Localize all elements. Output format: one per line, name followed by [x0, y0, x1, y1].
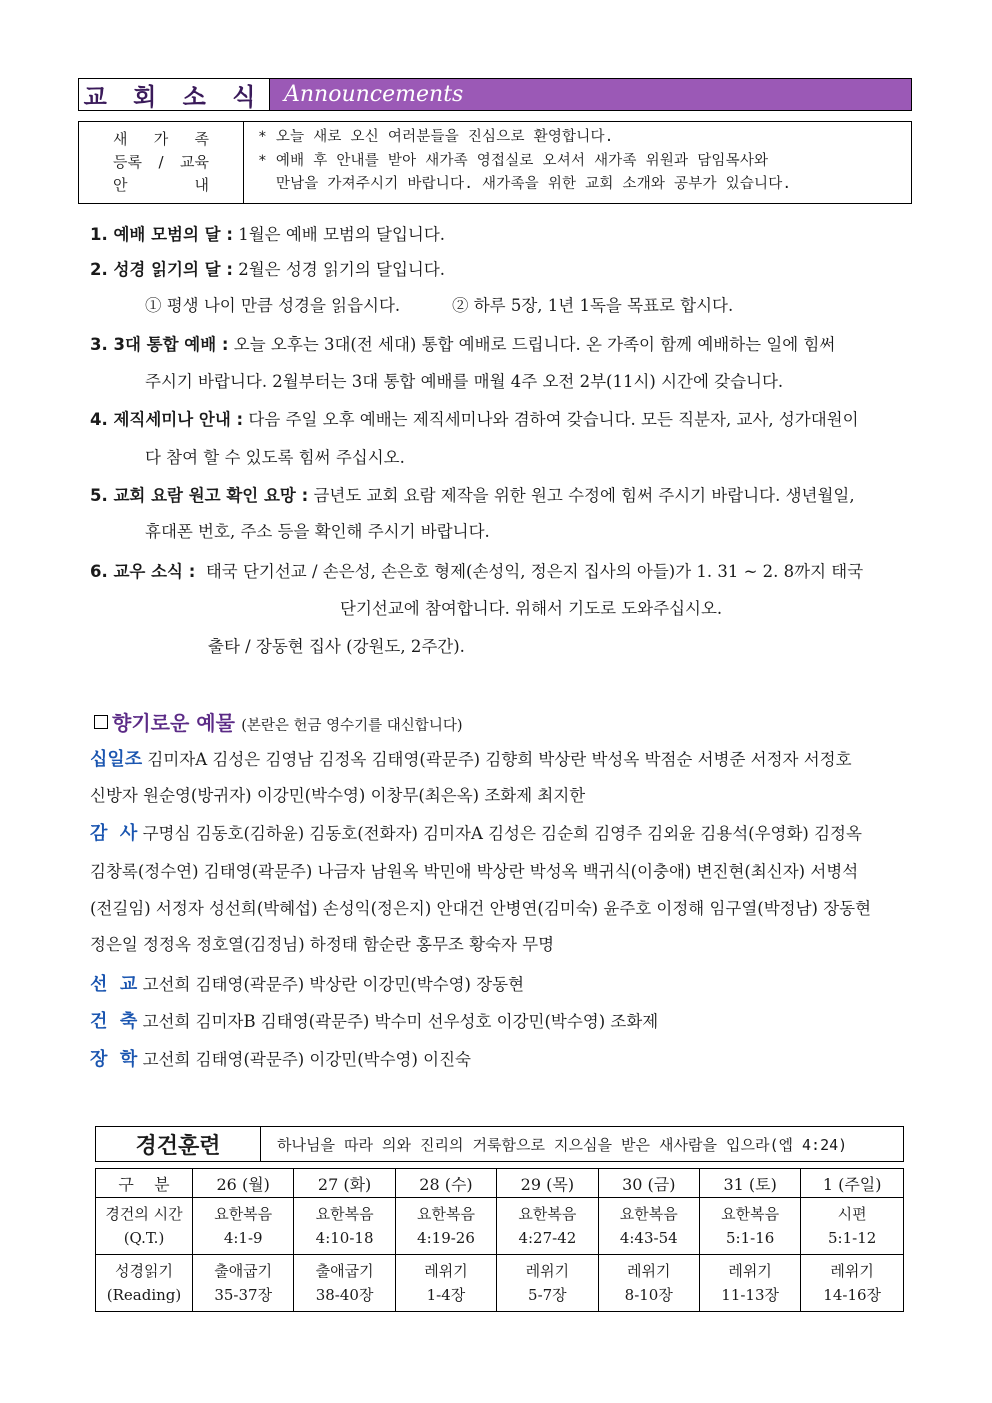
announcement-item-2: 2. 성경 읽기의 달 : 2월은 성경 읽기의 달입니다.: [90, 260, 446, 279]
column-header: 30 (금): [598, 1169, 699, 1198]
offering-title: 향기로운 예물: [112, 711, 235, 735]
offering-category: 건 축: [90, 1011, 138, 1032]
announcements-header: [78, 78, 912, 111]
newcomer-notice-box: [78, 121, 912, 204]
newcomer-line: 만남을 가져주시기 바랍니다. 새가족을 위한 교회 소개와 공부가 있습니다.: [258, 176, 792, 192]
table-cell: 요한복음 4:27-42: [497, 1198, 598, 1255]
column-header: 26 (월): [193, 1169, 294, 1198]
announcement-item-4: 4. 제직세미나 안내 : 다음 주일 오후 예배는 제직세미나와 겸하여 갖습니다. 모든 직분자, 교사, 성가대원이: [90, 410, 859, 429]
table-cell: 요한복음 4:43-54: [598, 1198, 699, 1255]
devotion-verse: 하나님을 따라 의와 진리의 거룩함으로 지으심을 받은 새사람을 입으라(엡 4:24): [277, 1135, 848, 1154]
column-header: 29 (목): [497, 1169, 598, 1198]
checkbox-square-icon: [94, 715, 108, 729]
offering-line: 건 축 고선희 김미자B 김태영(곽문주) 박수미 선우성호 이강민(박수영) 조화제: [90, 1011, 659, 1032]
newcomer-line: * 오늘 새로 오신 여러분들을 진심으로 환영합니다.: [258, 129, 614, 145]
table-header-row: [96, 1169, 904, 1198]
offering-line: 선 교 고선희 김태영(곽문주) 박상란 이강민(박수영) 장동현: [90, 974, 525, 995]
announcement-item-3-cont: 주시기 바랍니다. 2월부터는 3대 통합 예배를 매월 4주 오전 2부(11시) 시간에 갖습니다.: [145, 372, 784, 391]
header-title-korean: 교 회 소 식: [79, 79, 270, 110]
bible-reading-goal-1: ① 평생 나이 만큼 성경을 읽읍시다.: [145, 296, 401, 315]
table-cell: 레위기 14-16장: [801, 1255, 904, 1312]
devotion-schedule-table: [95, 1168, 904, 1312]
offering-category: 선 교: [90, 974, 138, 995]
table-row: [96, 1255, 904, 1312]
announcement-item-3: 3. 3대 통합 예배 : 오늘 오후는 3대(전 세대) 통합 예배로 드립니다. 온 가족이 함께 예배하는 일에 힘써: [90, 335, 836, 354]
offering-line: 김창록(정수연) 김태영(곽문주) 나금자 남원옥 박민애 박상란 박성옥 백귀식(이충애) 변진현(최신자) 서병석: [90, 862, 859, 881]
row-label: 성경읽기 (Reading): [96, 1255, 193, 1312]
table-cell: 출애굽기 35-37장: [193, 1255, 294, 1312]
table-cell: 레위기 1-4장: [395, 1255, 496, 1312]
table-cell: 요한복음 4:10-18: [294, 1198, 395, 1255]
table-cell: 레위기 11-13장: [699, 1255, 800, 1312]
announcement-item-6: 6. 교우 소식 : 태국 단기선교 / 손은성, 손은호 형제(손성익, 정은지 집사의 아들)가 1. 31 ~ 2. 8까지 태국: [90, 562, 864, 581]
column-header: 31 (토): [699, 1169, 800, 1198]
offering-line: 신방자 원순영(방귀자) 이강민(박수영) 이창무(최은옥) 조화제 최지한: [90, 786, 586, 805]
announcement-item-1: 1. 예배 모범의 달 : 1월은 예배 모범의 달입니다.: [90, 225, 446, 244]
table-cell: 요한복음 4:1-9: [193, 1198, 294, 1255]
offering-subtitle: (본란은 헌금 영수기를 대신합니다): [241, 718, 463, 734]
table-cell: 출애굽기 38-40장: [294, 1255, 395, 1312]
offering-line: 장 학 고선희 김태영(곽문주) 이강민(박수영) 이진숙: [90, 1049, 471, 1070]
offering-heading: [94, 707, 463, 736]
offering-line: 십일조 김미자A 김성은 김영남 김정옥 김태영(곽문주) 김향희 박상란 박성옥 박점순 서병준 서정자 서정호: [90, 749, 852, 770]
newcomer-label: [79, 122, 244, 203]
offering-line: 감 사 구명심 김동호(김하윤) 김동호(전화자) 김미자A 김성은 김순희 김영주 김외윤 김용석(우영화) 김정옥: [90, 823, 862, 844]
offering-line: (전길임) 서정자 성선희(박혜섭) 손성익(정은지) 안대건 안병연(김미숙) 윤주호 이정해 임구열(박정남) 장동현: [90, 899, 872, 918]
devotion-header: [95, 1126, 904, 1162]
label-line-3: 안 내: [113, 176, 209, 194]
label-line-1: 새 가 족: [113, 130, 209, 148]
table-cell: 레위기 8-10장: [598, 1255, 699, 1312]
offering-line: 정은일 정정옥 정호열(김정님) 하정태 함순란 홍무조 황숙자 무명: [90, 935, 555, 954]
table-row: [96, 1198, 904, 1255]
announcement-item-5: 5. 교회 요람 원고 확인 요망 : 금년도 교회 요람 제작을 위한 원고 수정에 힘써 주시기 바랍니다. 생년월일,: [90, 486, 855, 505]
announcement-item-6-cont: 단기선교에 참여합니다. 위해서 기도로 도와주십시오.: [340, 599, 723, 618]
devotion-title: 경건훈련: [96, 1127, 261, 1161]
bible-reading-goal-2: ② 하루 5장, 1년 1독을 목표로 합시다.: [452, 296, 734, 315]
column-header: 구 분: [96, 1169, 193, 1198]
table-cell: 요한복음 4:19-26: [395, 1198, 496, 1255]
offering-category: 장 학: [90, 1049, 138, 1070]
column-header: 28 (수): [395, 1169, 496, 1198]
offering-category: 십일조: [90, 749, 143, 770]
row-label: 경건의 시간 (Q.T.): [96, 1198, 193, 1255]
header-title-english: Announcements: [270, 79, 911, 110]
announcement-item-5-cont: 휴대폰 번호, 주소 등을 확인해 주시기 바랍니다.: [145, 522, 490, 541]
offering-category: 감 사: [90, 823, 138, 844]
table-cell: 레위기 5-7장: [497, 1255, 598, 1312]
table-cell: 요한복음 5:1-16: [699, 1198, 800, 1255]
column-header: 1 (주일): [801, 1169, 904, 1198]
announcement-item-4-cont: 다 참여 할 수 있도록 힘써 주십시오.: [145, 448, 405, 467]
newcomer-line: * 예배 후 안내를 받아 새가족 영접실로 오셔서 새가족 위원과 담임목사와: [258, 152, 769, 169]
label-line-2: 등록 / 교육: [113, 153, 209, 171]
newcomer-message: [244, 122, 911, 203]
table-cell: 시편 5:1-12: [801, 1198, 904, 1255]
column-header: 27 (화): [294, 1169, 395, 1198]
announcement-item-6-cont2: 출타 / 장동현 집사 (강원도, 2주간).: [208, 637, 465, 656]
